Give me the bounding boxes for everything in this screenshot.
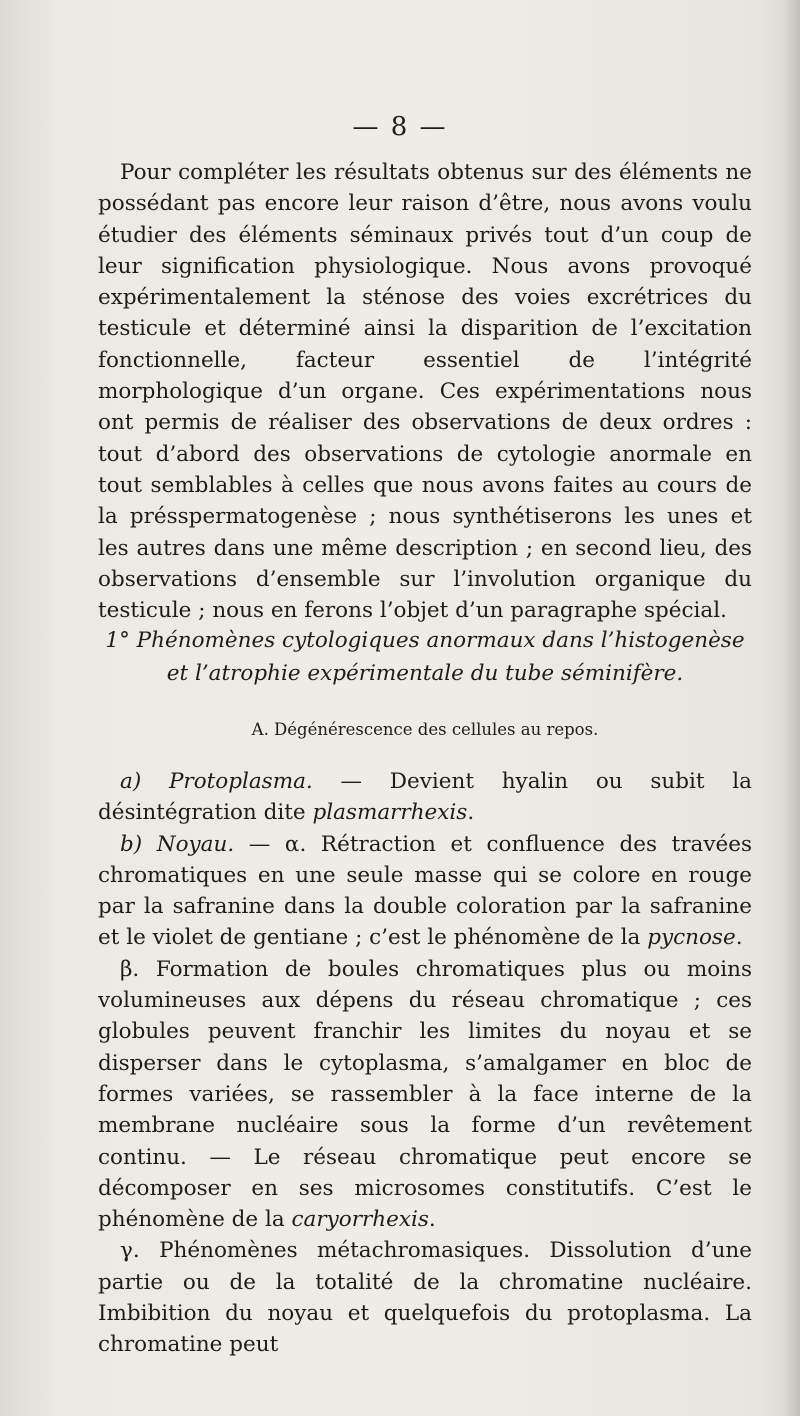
intro-paragraph: Pour compléter les résultats obtenus sur des éléments ne possédant pas encore leur raison d’être, nous avons voulu étudier des éléments séminaux privés tout d’un coup de leur signification physiologique. Nous avons provoqué expérimentalement la sténose des voies excrétrices du testicule et déterminé ainsi la disparition de l’excitation fonctionnelle, facteur essentiel de l’intégrité morphologique d’un organe. Ces expérimentations nous ont permis de réaliser des observations de deux ordres : tout d’abord des observations de cytologie anormale en tout semblables à celles que nous avons faites au cours de la présspermatogenèse ; nous synthétiserons les unes et les autres dans une même description ; en second lieu, des observations d’ensemble sur l’involution organique du testicule ; nous en ferons l’objet d’un paragraphe spécial.: [98, 160, 752, 624]
item-a-text: — Devient hyalin ou subit la désintégration dite: [98, 769, 752, 826]
subsection-heading: A. Dégénérescence des cellules au repos.: [251, 720, 599, 739]
item-beta-paragraph: [98, 954, 752, 1236]
section-heading-line-2: et l’atrophie expérimentale du tube séminifère.: [166, 661, 684, 686]
body-text: [98, 766, 752, 1361]
item-b-text: — α. Rétraction et confluence des travées chromatiques en une seule masse qui se colore en rouge par la safranine dans la double coloration par la safranine et le violet de gentiane ; c’est le phénomène de la: [98, 831, 753, 951]
item-a-paragraph: [98, 766, 752, 829]
item-a-end: .: [467, 800, 475, 826]
section-heading-line-1: 1° Phénomènes cytologiques anormaux dans l’histogenèse: [105, 628, 745, 653]
page-number: — 8 —: [352, 112, 448, 142]
item-a-label: a) Protoplasma.: [120, 769, 313, 794]
item-b-label: b) Noyau.: [120, 831, 235, 857]
intro-text: [98, 157, 752, 626]
section-heading: [98, 624, 752, 690]
item-beta-text: β. Formation de boules chromatiques plus ou moins volumineuses aux dépens du réseau chromatique ; ces globules peuvent franchir les limites du noyau et se disperser dans le cytoplasma, s’amalgamer en bloc de formes variées, se rassembler à la face interne de la membrane nucléaire sous la forme d’un revêtement continu. — Le réseau chromatique peut encore se décomposer en ses microsomes constitutifs. C’est le phénomène de la: [98, 956, 752, 1233]
item-b-paragraph: [98, 829, 752, 954]
item-b-term: pycnose: [647, 925, 736, 951]
item-gamma-paragraph: γ. Phénomènes métachromasiques. Dissolution d’une partie ou de la totalité de la chromatine nucléaire. Imbibition du noyau et quelquefois du protoplasma. La chromatine peut: [98, 1238, 752, 1358]
item-beta-term: caryorrhexis: [291, 1207, 429, 1233]
item-beta-end: .: [428, 1207, 436, 1233]
page-edge-shadow: [782, 0, 800, 1416]
item-b-end: .: [735, 925, 743, 951]
item-a-term: plasmarrhexis: [312, 800, 468, 826]
